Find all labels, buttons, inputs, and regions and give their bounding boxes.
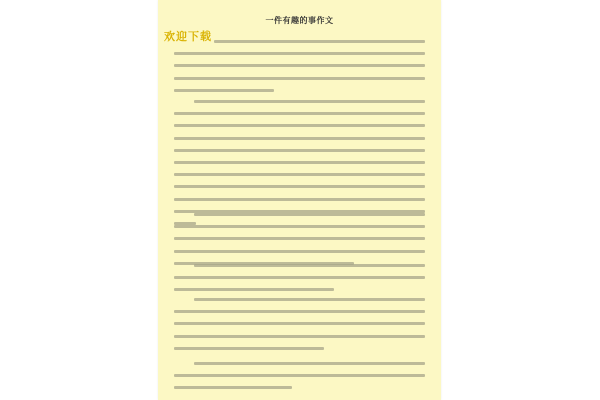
text-line xyxy=(174,64,425,67)
text-line xyxy=(194,362,425,365)
document-title: 一件有趣的事作文 xyxy=(265,15,334,25)
text-line xyxy=(174,347,324,350)
text-line xyxy=(174,288,334,291)
text-line xyxy=(174,322,425,325)
text-line xyxy=(174,225,425,228)
text-line xyxy=(174,198,425,201)
text-line xyxy=(174,276,425,279)
text-line xyxy=(174,161,425,164)
text-line xyxy=(194,264,425,267)
text-line xyxy=(194,100,425,103)
text-line xyxy=(174,374,425,377)
text-line xyxy=(174,173,425,176)
text-line xyxy=(174,137,425,140)
text-line xyxy=(174,185,425,188)
text-line xyxy=(174,149,425,152)
text-line xyxy=(194,298,425,301)
text-line xyxy=(174,77,425,80)
text-line xyxy=(174,89,274,92)
text-line xyxy=(174,335,425,338)
text-line xyxy=(174,237,425,240)
text-line xyxy=(174,112,425,115)
text-line xyxy=(174,250,425,253)
download-watermark-stamp: 欢迎下载 xyxy=(164,30,212,43)
text-line xyxy=(174,124,425,127)
text-line xyxy=(214,40,425,43)
text-line xyxy=(174,310,425,313)
document-page xyxy=(158,0,441,400)
text-line xyxy=(194,213,425,216)
text-line xyxy=(174,52,425,55)
text-line xyxy=(174,386,292,389)
